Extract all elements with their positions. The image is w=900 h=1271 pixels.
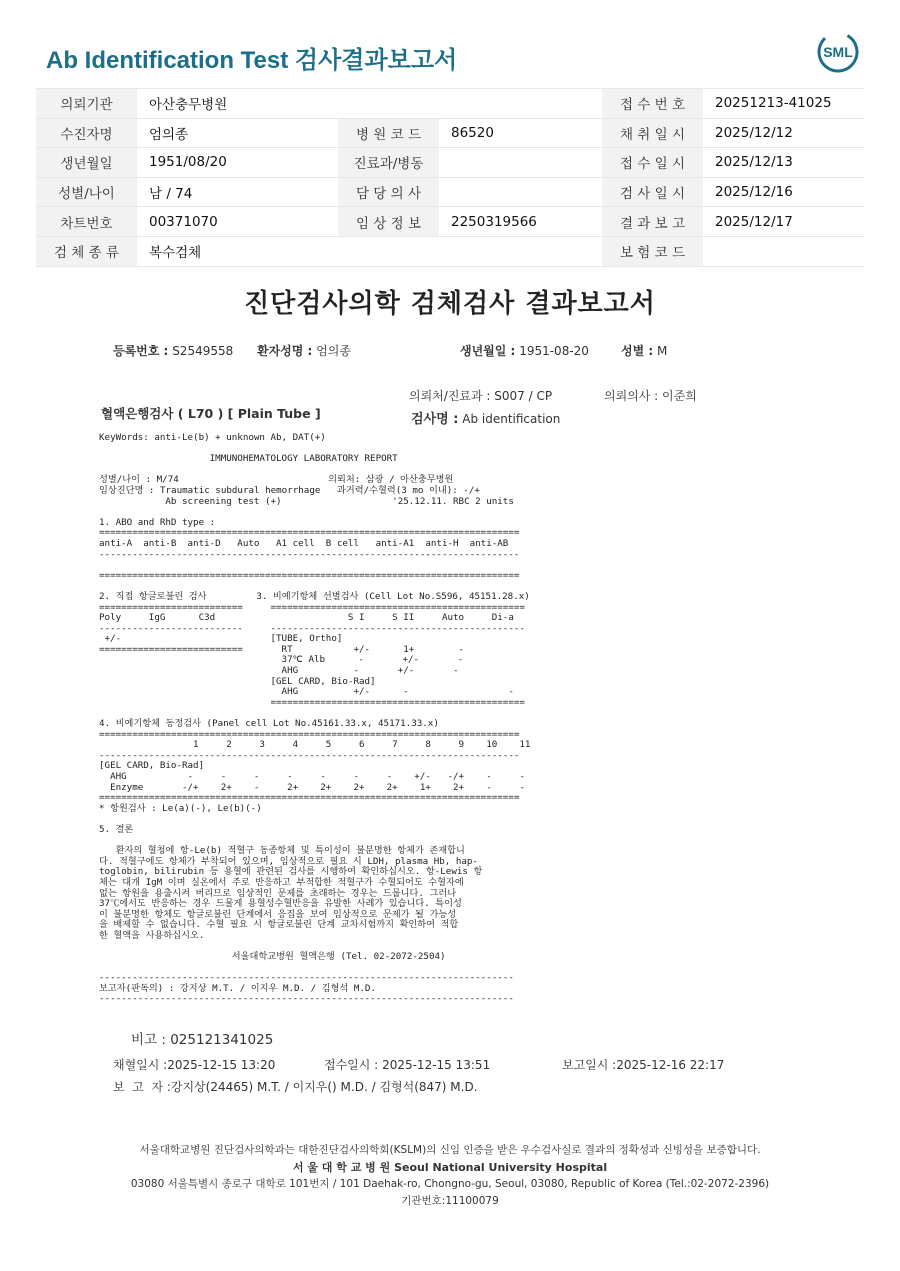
reporter-value: 강지상(24465) M.T. / 이지우() M.D. / 김형석(847) M.D. bbox=[170, 1080, 478, 1094]
info-value: 아산충무병원 bbox=[137, 89, 338, 119]
lab-report-line: AHG - - - - - - - +/- -/+ - - bbox=[99, 771, 525, 782]
lab-report-line: [GEL CARD, Bio-Rad] bbox=[99, 760, 205, 772]
info-value: 86520 bbox=[439, 118, 602, 148]
lab-report-line: ============================================== bbox=[99, 696, 525, 708]
info-value bbox=[439, 89, 602, 119]
info-row bbox=[36, 89, 864, 119]
info-label: 접 수 일 시 bbox=[602, 148, 703, 178]
lab-report-line: ============================================================================ bbox=[99, 569, 520, 581]
lab-report-line: 1. ABO and RhD type : bbox=[99, 516, 216, 528]
lab-report-line: Ab screening test (+) '25.12.11. RBC 2 units bbox=[99, 495, 514, 507]
info-label: 병 원 코 드 bbox=[338, 118, 439, 148]
info-row bbox=[36, 148, 864, 178]
info-value: 2025/12/12 bbox=[703, 118, 864, 148]
info-value: 2025/12/16 bbox=[703, 177, 864, 207]
lab-report-line: 다. 적혈구에도 항체가 부착되어 있으며, 임상적으로 필요 시 LDH, plasma Hb, hap- bbox=[99, 855, 478, 867]
lab-report-line: 37℃에서도 반응하는 경우 드물게 용혈성수혈반응을 유발한 사례가 있습니다. 특이성 bbox=[99, 898, 462, 910]
sex-label: 성별 : bbox=[621, 344, 654, 358]
lab-report-line: 한 혈액을 사용하십시오. bbox=[99, 929, 205, 941]
sex-field bbox=[621, 342, 667, 359]
lab-report-line: ========================== RT +/- 1+ - bbox=[99, 643, 465, 655]
info-value: 2025/12/17 bbox=[703, 207, 864, 237]
reporter-label: 보 고 자 : bbox=[113, 1080, 171, 1094]
lab-report-line: 서울대학교병원 혈액은행 (Tel. 02-2072-2504) bbox=[99, 951, 446, 963]
lab-report-line: Enzyme -/+ 2+ - 2+ 2+ 2+ 2+ 1+ 2+ - - bbox=[99, 781, 525, 793]
info-value: 1951/08/20 bbox=[137, 148, 338, 178]
report-time-label: 보고일시 : bbox=[562, 1058, 617, 1072]
collect-label: 채혈일시 : bbox=[113, 1058, 168, 1072]
reg-no-label: 등록번호 : bbox=[113, 344, 169, 358]
lab-report-line: KeyWords: anti-Le(b) + unknown Ab, DAT(+) bbox=[99, 432, 326, 443]
info-label: 생년월일 bbox=[36, 148, 137, 178]
info-label bbox=[338, 236, 439, 266]
info-label: 검 체 종 류 bbox=[36, 236, 137, 266]
info-value: 2025/12/13 bbox=[703, 148, 864, 178]
reporter-field bbox=[113, 1078, 478, 1095]
dob-value: 1951-08-20 bbox=[519, 344, 589, 358]
lab-report-line: AHG - +/- - bbox=[99, 665, 459, 677]
remark-label: 비고 : bbox=[131, 1032, 166, 1048]
info-label: 수진자명 bbox=[36, 118, 137, 148]
lab-report-line: * 항원검사 : Le(a)(-), Le(b)(-) bbox=[99, 802, 262, 814]
patient-name-field bbox=[257, 342, 351, 359]
collect-field bbox=[113, 1056, 275, 1073]
lab-report-line: 보고자(판독의) : 강지상 M.T. / 이지우 M.D. / 김형석 M.D. bbox=[99, 982, 376, 994]
lab-report-text bbox=[99, 433, 530, 1005]
lab-report-line: 을 배제할 수 없습니다. 수혈 필요 시 항글로불린 단계 교차시험까지 확인하여 적합 bbox=[99, 919, 459, 931]
lab-report-line: -------------------------- ---------------------------------------------- bbox=[99, 622, 525, 634]
info-value: 엄의종 bbox=[137, 118, 338, 148]
patient-name-label: 환자성명 : bbox=[257, 344, 313, 358]
test-name-field bbox=[411, 408, 560, 427]
footer-institution-no: 기관번호:11100079 bbox=[401, 1195, 499, 1207]
receive-field bbox=[324, 1056, 490, 1073]
info-value bbox=[439, 148, 602, 178]
lab-report-line: anti-A anti-B anti-D Auto A1 cell B cell anti-A1 anti-H anti-AB bbox=[99, 537, 509, 549]
lab-report-line: 성별/나이 : M/74 의뢰처: 삼광 / 아산충무병원 bbox=[99, 474, 454, 486]
lab-report-line: ========================== ============================================== bbox=[99, 601, 525, 613]
lab-report-line: ---------------------------------------------------------------------------- bbox=[99, 749, 520, 761]
lab-report-line: 2. 직접 항글로불린 검사 3. 비예기항체 선별검사 (Cell Lot No.S596, 45151.28.x) bbox=[99, 590, 530, 602]
receive-label: 접수일시 : bbox=[324, 1058, 379, 1072]
sex-value: M bbox=[657, 344, 668, 358]
patient-info-table bbox=[36, 88, 864, 267]
lab-report-line: +/- [TUBE, Ortho] bbox=[99, 633, 343, 645]
collect-value: 2025-12-15 13:20 bbox=[167, 1058, 276, 1072]
dob-label: 생년월일 : bbox=[460, 344, 516, 358]
test-group: 혈액은행검사 ( L70 ) [ Plain Tube ] bbox=[101, 406, 321, 421]
lab-report-line: 37℃ Alb - +/- - bbox=[99, 654, 464, 666]
remark-field bbox=[131, 1028, 273, 1048]
lab-report-line: 환자의 혈청에 항-Le(b) 적혈구 동종항체 및 특이성이 불분명한 항체가 존재합니 bbox=[99, 845, 465, 857]
info-row bbox=[36, 236, 864, 266]
info-value bbox=[703, 236, 864, 266]
lab-report-line: 임상진단명 : Traumatic subdural hemorrhage 과거력/수혈력(3 mo 이내): -/+ bbox=[99, 484, 480, 496]
lab-report-line: [GEL CARD, Bio-Rad] bbox=[99, 675, 376, 687]
lab-report-line: --------------------------------------------------------------------------- bbox=[99, 972, 514, 984]
lab-report-line: ============================================================================ bbox=[99, 728, 520, 740]
info-label bbox=[338, 89, 439, 119]
test-name-value: Ab identification bbox=[462, 412, 561, 426]
lab-report-line: 체는 대개 IgM 이며 실온에서 주로 반응하고 부적합한 적혈구가 수혈되어도 수혈자에 bbox=[99, 876, 464, 888]
info-value: 복수검체 bbox=[137, 236, 338, 266]
info-value bbox=[439, 236, 602, 266]
lab-report-line: IMMUNOHEMATOLOGY LABORATORY REPORT bbox=[99, 453, 398, 465]
lab-report-line: 5. 결론 bbox=[99, 823, 134, 835]
footer-hospital: 서 울 대 학 교 병 원 Seoul National University Hospital bbox=[292, 1161, 608, 1174]
dept-line: 의뢰처/진료과 : S007 / CP bbox=[409, 389, 553, 403]
lab-report-line: --------------------------------------------------------------------------- bbox=[99, 993, 514, 1005]
info-label: 검 사 일 시 bbox=[602, 177, 703, 207]
info-label: 담 당 의 사 bbox=[338, 177, 439, 207]
info-row bbox=[36, 118, 864, 148]
lab-report-line: 없는 항원을 용출시켜 버리므로 임상적인 문제를 초래하는 경우는 드뭅니다. 그러나 bbox=[99, 887, 457, 899]
receive-value: 2025-12-15 13:51 bbox=[382, 1058, 491, 1072]
info-label: 채 취 일 시 bbox=[602, 118, 703, 148]
lab-report-line: ============================================================================ bbox=[99, 792, 520, 804]
info-label: 차트번호 bbox=[36, 207, 137, 237]
dob-field bbox=[460, 342, 589, 359]
patient-name-value: 엄의종 bbox=[316, 344, 351, 358]
info-row bbox=[36, 177, 864, 207]
footer-certification: 서울대학교병원 진단검사의학과는 대한진단검사의학회(KSLM)의 신임 인증을 받은 우수검사실로 결과의 정확성과 신빙성을 보증합니다. bbox=[139, 1144, 761, 1156]
reg-no-field bbox=[113, 342, 233, 359]
lab-report-line: 4. 비예기항체 동정검사 (Panel cell Lot No.45161.33.x, 45171.33.x) bbox=[99, 718, 439, 730]
info-value: 00371070 bbox=[137, 207, 338, 237]
document-title: Ab Identification Test 검사결과보고서 bbox=[46, 47, 458, 74]
footer-address: 03080 서울특별시 종로구 대학로 101번지 / 101 Daehak-ro, Chongno-gu, Seoul, 03080, Republic of Korea (Tel.:02-2072-2396) bbox=[130, 1178, 770, 1190]
report-time-value: 2025-12-16 22:17 bbox=[616, 1058, 725, 1072]
lab-report-line: Poly IgG C3d S I S II Auto Di-a bbox=[99, 612, 514, 624]
info-label: 접 수 번 호 bbox=[602, 89, 703, 119]
reg-no-value: S2549558 bbox=[172, 344, 234, 358]
info-value: 20251213-41025 bbox=[703, 89, 864, 119]
lab-report-line: ============================================================================ bbox=[99, 527, 520, 539]
lab-report-line: toglobin, bilirubin 등 용혈에 관련된 검사를 시행하여 확인하십시오. 항-Lewis 항 bbox=[99, 866, 483, 878]
info-value: 남 / 74 bbox=[137, 177, 338, 207]
lab-report-line: AHG +/- - - bbox=[99, 686, 514, 698]
info-label: 성별/나이 bbox=[36, 177, 137, 207]
info-label: 결 과 보 고 bbox=[602, 207, 703, 237]
info-row bbox=[36, 207, 864, 237]
report-time-field bbox=[562, 1056, 724, 1073]
lab-report-line: 1 2 3 4 5 6 7 8 9 10 11 bbox=[99, 739, 531, 751]
info-label: 의뢰기관 bbox=[36, 89, 137, 119]
lab-report-line: ---------------------------------------------------------------------------- bbox=[99, 548, 520, 560]
logo-text: SML bbox=[823, 44, 853, 60]
info-value bbox=[439, 177, 602, 207]
lab-report-line: 이 불분명한 항체도 항글로불린 단계에서 응집을 보여 임상적으로 문제가 될 가능성 bbox=[99, 908, 457, 920]
doctor-line: 의뢰의사 : 이준희 bbox=[604, 389, 697, 403]
info-label: 임 상 정 보 bbox=[338, 207, 439, 237]
info-label: 진료과/병동 bbox=[338, 148, 439, 178]
remark-value: 025121341025 bbox=[170, 1032, 274, 1048]
info-value: 2250319566 bbox=[439, 207, 602, 237]
test-name-label: 검사명 : bbox=[411, 412, 459, 427]
sml-logo bbox=[816, 30, 860, 74]
report-title: 진단검사의학 검체검사 결과보고서 bbox=[244, 289, 656, 319]
info-label: 보 험 코 드 bbox=[602, 236, 703, 266]
lab-report-line bbox=[99, 814, 530, 825]
